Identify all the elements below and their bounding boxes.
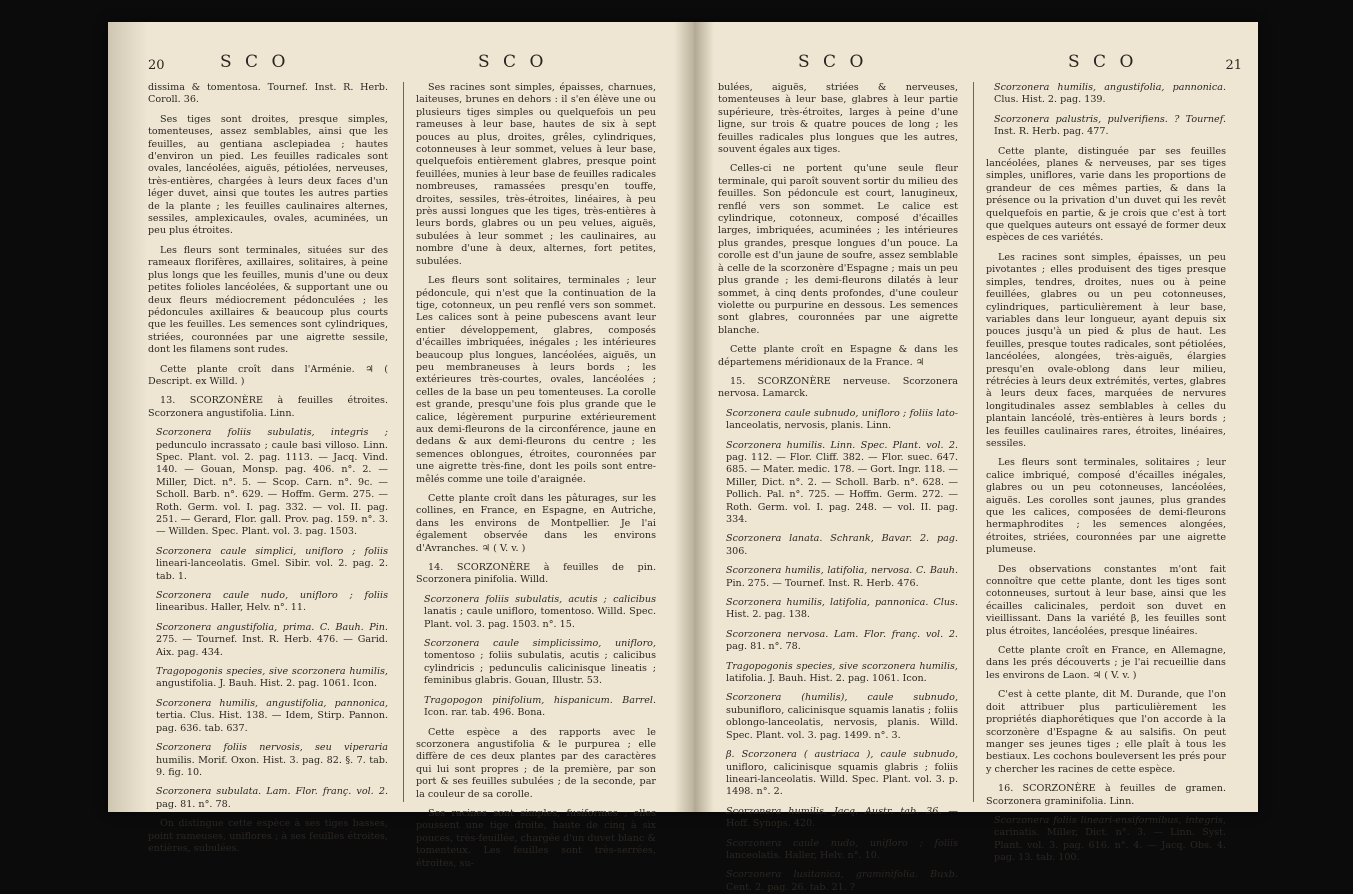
- left-page-header: [148, 52, 678, 78]
- paragraph: Scorzonera foliis nervosis, seu viperaria humilis. Morif. Oxon. Hist. 3. pag. 82. §. 7. tab. 9. fig. 10.: [156, 742, 388, 778]
- paragraph: Ses racines sont simples, fusiformes ; elles poussent une tige droite, haute de cinq à six pouces, très-feuillée, chargée d'un duvet blanc & tomenteux. Les feuilles sont très-serrées, étroites, su-: [416, 807, 656, 869]
- paragraph: 14. SCORZONÈRE à feuilles de pin. Scorzonera pinifolia. Willd.: [416, 562, 656, 586]
- paragraph: 13. SCORZONÈRE à feuilles étroites. Scorzonera angustifolia. Linn.: [148, 395, 388, 419]
- left-page-columns: [148, 82, 678, 869]
- paragraph: Tragopogon pinifolium, hispanicum. Barrel. Icon. rar. tab. 496. Bona.: [424, 694, 656, 719]
- right-page-columns: [718, 82, 1248, 893]
- page-number: 21: [1225, 58, 1242, 73]
- paragraph: 15. SCORZONÈRE nerveuse. Scorzonera nervosa. Lamarck.: [718, 375, 958, 400]
- column-rule: [973, 82, 974, 802]
- book-gutter: [674, 22, 714, 812]
- paragraph: Scorzonera caule nudo, unifloro ; foliis lanceolatis. Haller, Helv. n°. 10.: [726, 837, 958, 861]
- book-spread: [108, 22, 1258, 893]
- paragraph: Scorzonera caule subnudo, unifloro ; foliis lato-lanceolatis, nervosis, planis. Linn.: [726, 407, 958, 432]
- paragraph: Scorzonera humilis. Linn. Spec. Plant. vol. 2. pag. 112. — Flor. Cliff. 382. — Flor. suec. 647. 685. — Mater. medic. 178. — Gort. Ingr. 118. — Miller, Dict. n°. 2. — Scholl. Barb. n°. 628. — Pollich. Pal. n°. 725. — Hoffm. Germ. 272. — Roth. Germ. vol. I. pag. 248. — vol. II. pag. 334.: [726, 439, 958, 525]
- paragraph: Scorzonera humilis, angustifolia, pannonica. Clus. Hist. 2. pag. 139.: [994, 82, 1226, 106]
- paragraph: Scorzonera caule simplicissimo, unifloro, tomentoso ; foliis subulatis, acutis ; calicibus cylindricis ; pedunculis calicinisque lineatis ; feminibus glabris. Gouan, Illustr. 53.: [424, 638, 656, 687]
- paragraph: Ses tiges sont droites, presque simples, tomenteuses, assez semblables, ainsi que les feuilles, au gentiana asclepiadea ; hautes d'environ un pied. Les feuilles radicales sont ovales, lancéolées, aiguës, pétiolées, nerveuses, très-entières, chargées à leurs deux faces d'un léger duvet, ainsi que toutes les autres parties de la plante ; les feuilles caulinaires alternes, sessiles, amplexicaules, ovales, acuminées, un peu plus étroites.: [148, 113, 388, 237]
- running-head: S C O: [798, 52, 868, 72]
- paragraph: Les fleurs sont terminales, situées sur des rameaux florifères, axillaires, solitaires, à peine plus longs que les feuilles, munis d'une ou deux petites folioles lancéolées, & supportant une ou deux fleurs médiocrement pédonculées ; les pédoncules axillaires & beaucoup plus courts que les feuilles. Les semences sont cylindriques, striées, couronnées par une aigrette sessile, dont les filamens sont rudes.: [148, 244, 388, 356]
- paragraph: Scorzonera lusitanica, graminifolia. Buxb. Cent. 2. pag. 26. tab. 21. ?: [726, 869, 958, 893]
- paragraph: 16. SCORZONÈRE à feuilles de gramen. Scorzonera graminifolia. Linn.: [986, 783, 1226, 807]
- running-head: S C O: [1068, 52, 1138, 72]
- paragraph: Scorzonera (humilis), caule subnudo, subunifloro, calicinisque squamis lanatis ; foliis oblongo-lanceolatis, nervosis, planis. Willd. Spec. Plant. vol. 3. pag. 1499. n°. 3.: [726, 692, 958, 741]
- paragraph: bulées, aiguës, striées & nerveuses, tomenteuses à leur base, glabres à leur partie supérieure, très-étroites, larges à peine d'une ligne, sur trois & quatre pouces de long ; les feuilles radicales plus longues que les autres, souvent égales aux tiges.: [718, 82, 958, 156]
- paragraph: β. Scorzonera ( austriaca ), caule subnudo, unifloro, calicinisque squamis glabris ; foliis lineari-lanceolatis. Willd. Spec. Plant. vol. 3. p. 1498. n°. 2.: [726, 749, 958, 798]
- paragraph: Cette plante, distinguée par ses feuilles lancéolées, planes & nerveuses, par ses tiges simples, uniflores, varie dans les proportions de grandeur de ces mêmes parties, & dans la présence ou la privation d'un duvet qui les revêt quelquefois en partie, & je crois que c'est à tort que quelques auteurs ont essayé de former deux espèces de ces variétés.: [986, 145, 1226, 244]
- running-head: S C O: [478, 52, 548, 72]
- paragraph: C'est à cette plante, dit M. Durande, que l'on doit attribuer plus particulièrement les propriétés diaphorétiques que l'on accorde à la scorzonère d'Espagne & au salsifis. On peut manger ses jeunes tiges ; elle plaît à tous les bestiaux. Les cochons bouleversent les prés pour y chercher les racines de cette espèce.: [986, 689, 1226, 775]
- paragraph: On distingue cette espèce à ses tiges basses, point rameuses, uniflores ; à ses feuilles étroites, entières, subulées.: [148, 818, 388, 854]
- paragraph: Cette plante croît en Espagne & dans les départemens méridionaux de la France. ♃: [718, 344, 958, 368]
- paragraph: Scorzonera foliis subulatis, acutis ; calicibus lanatis ; caule unifloro, tomentoso. Willd. Spec. Plant. vol. 3. pag. 1503. n°. 15.: [424, 593, 656, 630]
- text-column: [718, 82, 958, 893]
- running-head: S C O: [220, 52, 290, 72]
- paragraph: Tragopogonis species, sive scorzonera humilis, angustifolia. J. Bauh. Hist. 2. pag. 1061. Icon.: [156, 666, 388, 690]
- paragraph: dissima & tomentosa. Tournef. Inst. R. Herb. Coroll. 36.: [148, 82, 388, 106]
- paragraph: Les fleurs sont terminales, solitaires ; leur calice imbriqué, composé d'écailles inégales, glabres ou un peu cotonneuses, lancéolées, aiguës. Les corolles sont jaunes, plus grandes que les calices, composées de demi-fleurons hermaphrodites ; les semences alongées, étroites, striées, couronnées par une aigrette plumeuse.: [986, 457, 1226, 556]
- paragraph: Scorzonera angustifolia, prima. C. Bauh. Pin. 275. — Tournef. Inst. R. Herb. 476. — Garid. Aix. pag. 434.: [156, 621, 388, 658]
- paragraph: Tragopogonis species, sive scorzonera humilis, latifolia. J. Bauh. Hist. 2. pag. 1061. Icon.: [726, 660, 958, 685]
- paragraph: Cette plante croît en France, en Allemagne, dans les prés découverts ; je l'ai recueillie dans les environs de Laon. ♃ ( V. v. ): [986, 645, 1226, 681]
- paragraph: Scorzonera palustris, pulverifiens. ? Tournef. Inst. R. Herb. pag. 477.: [994, 113, 1226, 138]
- paragraph: Scorzonera humilis, latifolia, nervosa. C. Bauh. Pin. 275. — Tournef. Inst. R. Herb. 476.: [726, 565, 958, 589]
- paragraph: Ses racines sont simples, épaisses, charnues, laiteuses, brunes en dehors : il s'en élève une ou plusieurs tiges simples ou quelquefois un peu rameuses à leur base, hautes de six à sept pouces au plus, droites, grêles, cylindriques, cotonneuses à leur sommet, velues à leur base, quelquefois entièrement glabres, presque point feuillées, munies à leur base de feuilles radicales nombreuses, ramassées presqu'en touffe, droites, sessiles, très-étroites, linéaires, à peu près aussi longues que les tiges, très-entières à leurs bords, glabres ou un peu velues, aiguës, subulées à leur sommet ; les caulinaires, au nombre d'une à deux, alternes, fort petites, subulées.: [416, 82, 656, 267]
- paragraph: Les fleurs sont solitaires, terminales ; leur pédoncule, qui n'est que la continuation de la tige, cotonneux, un peu renflé vers son sommet. Les calices sont à peine pubescens avant leur entier développement, glabres, composés d'écailles imbriquées, inégales ; les intérieures beaucoup plus longues, lancéolées, aiguës, un peu membraneuses à leurs bords ; les extérieures très-courtes, ovales, lancéolées ; celles de la base un peu tomenteuses. La corolle est grande, presqu'une fois plus grande que le calice, légèrement purpurine extérieurement aux demi-fleurons de la circonférence, jaune en dedans & aux demi-fleurons du centre ; les semences oblongues, étroites, couronnées par une aigrette très-fine, dont les poils sont entre-mêlés comme une toile d'araignée.: [416, 275, 656, 485]
- paragraph: Les racines sont simples, épaisses, un peu pivotantes ; elles produisent des tiges presque simples, tendres, droites, nues ou à peine feuillées, glabres ou un peu cotonneuses, cylindriques, particulièrement à leur base, variables dans leur longueur, ayant depuis six pouces jusqu'à un pied & plus de haut. Les feuilles, presque toutes radicales, sont pétiolées, lancéolées, alongées, très-aiguës, élargies presqu'en ovale-oblong dans leur milieu, rétrécies à leurs deux extrémités, vertes, glabres à leurs deux faces, marquées de nervures longitudinales assez semblables à celles du plantain lancéolé, très-entières à leurs bords ; les feuilles caulinaires rares, étroites, linéaires, sessiles.: [986, 251, 1226, 449]
- column-rule: [403, 82, 404, 802]
- paragraph: Scorzonera lanata. Schrank, Bavar. 2. pag. 306.: [726, 533, 958, 557]
- paragraph: Des observations constantes m'ont fait connoître que cette plante, dont les tiges sont cotonneuses, surtout à leur base, ainsi que les écailles calicinales, perdoit son duvet en vieillissant. Dans la variété β, les feuilles sont plus étroites, lancéolées, presque linéaires.: [986, 563, 1226, 637]
- paragraph: Cette plante croît dans l'Arménie. ♃ ( Descript. ex Willd. ): [148, 363, 388, 387]
- paragraph: Scorzonera subulata. Lam. Flor. franç. vol. 2. pag. 81. n°. 78.: [156, 786, 388, 810]
- paragraph: Cette plante croît dans les pâturages, sur les collines, en France, en Espagne, en Autriche, dans les environs de Montpellier. Je l'ai également observée dans les environs d'Avranches. ♃ ( V. v. ): [416, 493, 656, 554]
- left-page: [148, 52, 678, 869]
- right-page: [718, 52, 1248, 893]
- paragraph: Cette espèce a des rapports avec le scorzonera angustifolia & le purpurea ; elle diffère de ces deux plantes par des caractères qui lui sont propres ; de la première, par son port & ses feuilles subulées ; de la seconde, par la couleur de sa corolle.: [416, 726, 656, 800]
- paragraph: Scorzonera caule nudo, unifloro ; foliis linearibus. Haller, Helv. n°. 11.: [156, 590, 388, 614]
- text-column: [986, 82, 1226, 864]
- paragraph: Scorzonera nervosa. Lam. Flor. franç. vol. 2. pag. 81. n°. 78.: [726, 628, 958, 653]
- paragraph: Scorzonera humilis. Jacq. Austr. tab. 36. — Hoff. Synops. 420.: [726, 805, 958, 830]
- right-page-header: [718, 52, 1248, 78]
- paragraph: Scorzonera caule simplici, unifloro ; foliis lineari-lanceolatis. Gmel. Sibir. vol. 2. pag. 2. tab. 1.: [156, 545, 388, 582]
- text-column: [148, 82, 388, 854]
- paragraph: Scorzonera foliis subulatis, integris ; pedunculo incrassato ; caule basi villoso. Linn. Spec. Plant. vol. 2. pag. 1113. — Jacq. Vind. 140. — Gouan, Monsp. pag. 406. n°. 2. — Miller, Dict. n°. 5. — Scop. Carn. n°. 9c. — Scholl. Barb. n°. 629. — Hoffm. Germ. 275. — Roth. Germ. vol. I. pag. 332. — vol. II. pag. 251. — Gerard, Flor. gall. Prov. pag. 159. n°. 3. — Willden. Spec. Plant. vol. 3. pag. 1503.: [156, 427, 388, 538]
- paragraph: Celles-ci ne portent qu'une seule fleur terminale, qui paroît souvent sortir du milieu des feuilles. Son pédoncule est court, lanugineux, renflé vers son sommet. Le calice est cylindrique, cotonneux, composé d'écailles larges, imbriquées, acuminées ; les intérieures plus grandes, presque longues d'un pouce. La corolle est d'un jaune de soufre, assez semblable à celle de la scorzonère d'Espagne ; mais un peu plus grande ; les demi-fleurons dilatés à leur sommet, à cinq dents profondes, d'une couleur violette ou purpurine en dessous. Les semences sont glabres, couronnées par une aigrette blanche.: [718, 163, 958, 336]
- paragraph: Scorzonera foliis lineari-ensiformibus, integris, carinatis. Miller, Dict. n°. 3. — Linn. Syst. Plant. vol. 3. pag. 616. n°. 4. — Jacq. Obs. 4. pag. 13. tab. 100.: [994, 814, 1226, 864]
- paragraph: Scorzonera humilis, latifolia, pannonica. Clus. Hist. 2. pag. 138.: [726, 597, 958, 621]
- text-column: [416, 82, 656, 869]
- paragraph: Scorzonera humilis, angustifolia, pannonica, tertia. Clus. Hist. 138. — Idem, Stirp. Pannon. pag. 636. tab. 637.: [156, 697, 388, 734]
- page-number: 20: [148, 58, 165, 73]
